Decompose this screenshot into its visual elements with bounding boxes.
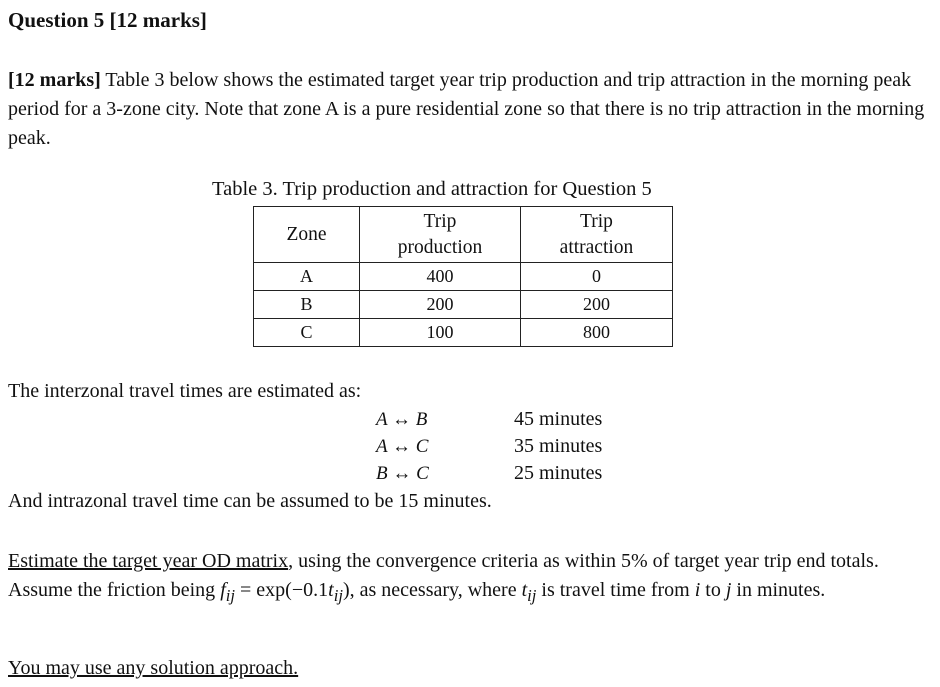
table-caption: Table 3. Trip production and attraction for Question 5 [212,178,652,200]
header-attraction [521,207,673,263]
table-row [254,263,673,291]
friction-symbol: f [220,579,226,601]
cell-production: 200 [360,291,521,319]
travel-times-intro: The interzonal travel times are estimated as: [8,380,362,402]
cell-attraction: 0 [521,263,673,291]
cell-production: 400 [360,263,521,291]
travel-pair: A ↔ C [376,436,429,457]
header-zone: Zone [254,207,360,263]
travel-time: 35 minutes [514,435,603,457]
travel-pair: B ↔ C [376,463,429,484]
solution-approach-note: You may use any solution approach. [8,657,299,679]
cell-attraction: 800 [521,319,673,347]
cell-zone: A [254,263,360,291]
travel-time: 25 minutes [514,462,603,484]
question-intro [8,66,932,153]
task-paragraph: Estimate the target year OD matrix, using the convergence criteria as within 5% of target year trip end totals. Assume the friction being $f_{ij} = \exp(-0.1t_{ij})$, as necessary, where $t_{ij}$ is travel time from i to j in minutes. [8,550,879,605]
cell-zone: C [254,319,360,347]
intrazonal-note: And intrazonal travel time can be assumed to be 15 minutes. [8,490,492,512]
header-production [360,207,521,263]
table-row [254,319,673,347]
cell-zone: B [254,291,360,319]
header-production-line1: Trip [423,210,457,232]
task-instruction: Estimate the target year OD matrix [8,550,289,572]
cell-attraction: 200 [521,291,673,319]
travel-pair: A ↔ B [376,409,428,430]
header-attraction-line2: attraction [559,236,634,258]
question-title: Question 5 [12 marks] [8,8,207,32]
marks-label: [12 marks] [8,69,101,91]
table-row [254,291,673,319]
travel-time: 45 minutes [514,408,603,430]
table-header-row [254,207,673,263]
header-production-line2: production [397,236,483,258]
intro-text: Table 3 below shows the estimated target year trip production and trip attraction in the morning peak period for a 3-zone city. Note that zone A is a pure residential zone so that there is no trip attraction in the morning peak. [8,69,925,149]
cell-production: 100 [360,319,521,347]
trip-table [253,206,673,347]
header-attraction-line1: Trip [580,210,613,232]
